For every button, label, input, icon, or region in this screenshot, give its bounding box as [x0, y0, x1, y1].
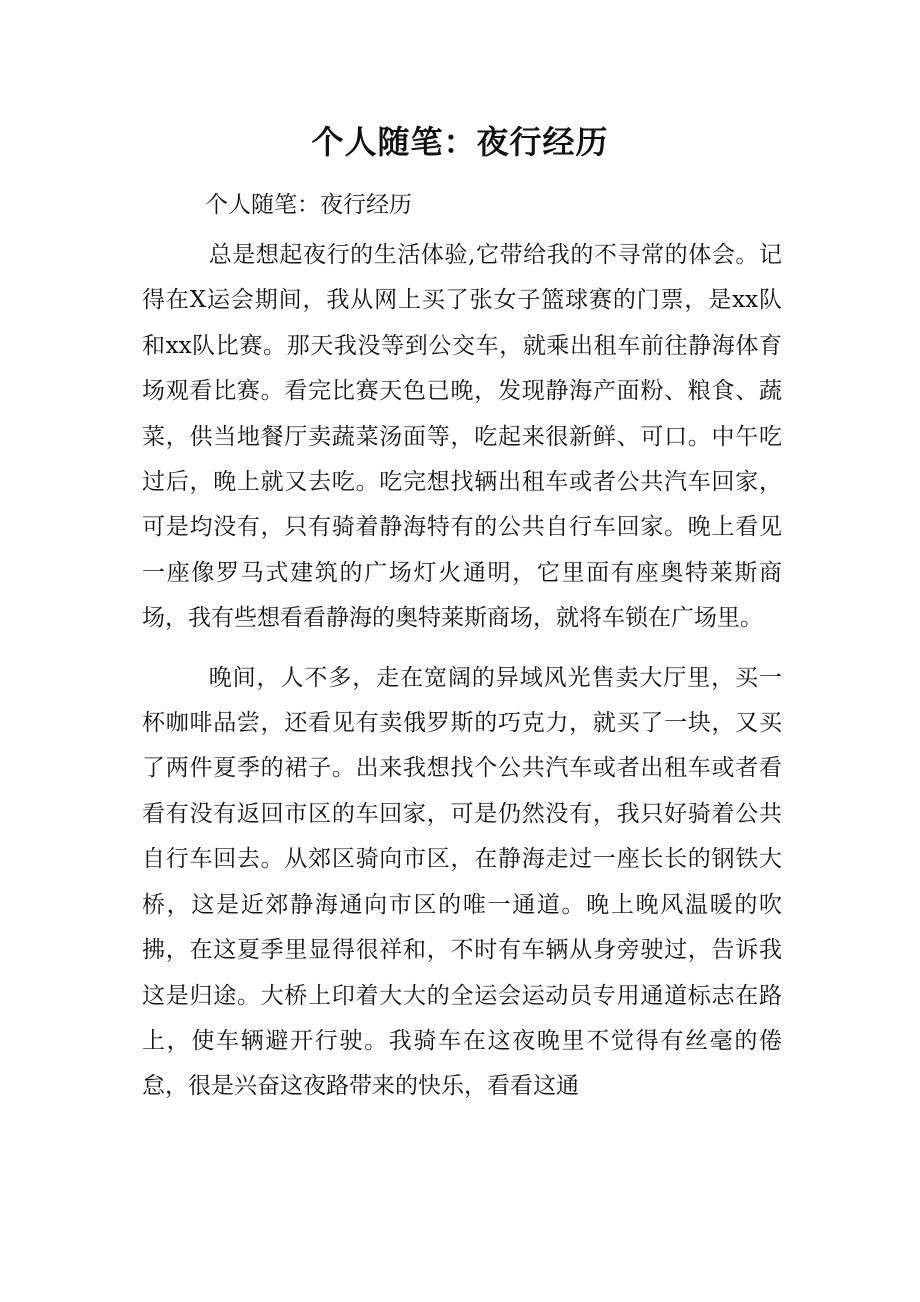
- document-subtitle: 个人随笔：夜行经历: [205, 192, 412, 218]
- document-body: [142, 233, 782, 1124]
- paragraph-1: 总是想起夜行的生活体验,它带给我的不寻常的体会。记得在X运会期间，我从网上买了张女子篮球赛的门票，是xx队和xx队比赛。那天我没等到公交车，就乘出租车前往静海体育场观看比赛。看完比赛天色已晚，发现静海产面粉、粮食、蔬菜，供当地餐厅卖蔬菜汤面等，吃起来很新鲜、可口。中午吃过后，晚上就又去吃。吃完想找辆出租车或者公共汽车回家，可是均没有，只有骑着静海特有的公共自行车回家。晚上看见一座像罗马式建筑的广场灯火通明，它里面有座奥特莱斯商场，我有些想看看静海的奥特莱斯商场，就将车锁在广场里。: [142, 242, 782, 632]
- document-title: 个人随笔：夜行经历: [311, 123, 609, 161]
- paragraph-2: 晚间，人不多，走在宽阔的异域风光售卖大厅里，买一杯咖啡品尝，还看见有卖俄罗斯的巧克力，就买了一块，又买了两件夏季的裙子。出来我想找个公共汽车或者出租车或者看看有没有返回市区的车回家，可是仍然没有，我只好骑着公共自行车回去。从郊区骑向市区，在静海走过一座长长的钢铁大桥，这是近郊静海通向市区的唯一通道。晚上晚风温暖的吹拂，在这夏季里显得很祥和，不时有车辆从身旁驶过，告诉我这是归途。大桥上印着大大的全运会运动员专用通道标志在路上，使车辆避开行驶。我骑车在这夜晚里不觉得有丝毫的倦怠，很是兴奋这夜路带来的快乐，看看这通: [142, 664, 782, 1100]
